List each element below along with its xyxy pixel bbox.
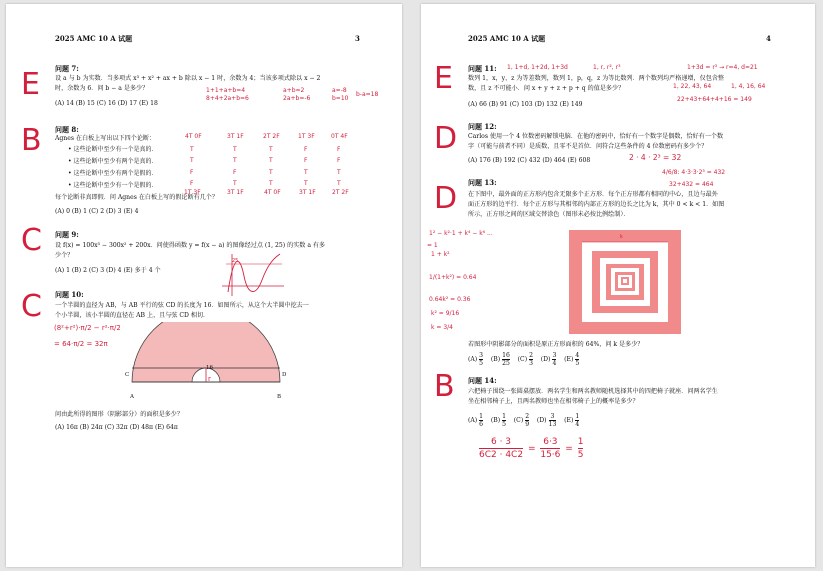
q7-work-a: a=-8 [332, 87, 347, 94]
q12-work-total: 32+432 = 464 [669, 181, 714, 188]
exam-page-3 [6, 4, 402, 567]
q11-work-arith: 1, 1+d, 1+2d, 1+3d [507, 64, 568, 71]
q10-point-b: B [277, 394, 282, 400]
q10-chord-label: 16 [206, 365, 213, 371]
q11-work-solve: 1+3d = r³ → r=4, d=21 [687, 64, 758, 71]
q11-work-geo: 1, r, r², r³ [593, 64, 621, 71]
question-7-text-line1: 设 a 与 b 为实数．当多项式 x³ + x² + ax + b 除以 x − 1 时，余数为 4；当该多项式除以 x − 2 [55, 75, 321, 82]
answer-mark-q10: C [21, 289, 42, 324]
q8-mark: T [233, 146, 237, 153]
question-9-text-line2: 少个？ [55, 252, 74, 259]
q8-col-head-1: 4T 0F [185, 133, 202, 140]
q7-work-sum: a+b=2 [283, 87, 305, 94]
question-9-title: 问题 9: [55, 230, 79, 239]
q8-tally-3: 4T 0F [264, 189, 281, 196]
q12-work-case2: 4/6/8: 4·3·3·2³ = 432 [662, 169, 726, 176]
question-8-title: 问题 8: [55, 125, 79, 134]
question-13-question: 若图形中阴影部分的面积是原正方形面积的 64%，问 k 是多少？ [468, 341, 644, 348]
question-13-text-line2: 面正方形的边平行．每个正方形与其相邻的内部正方形的边长之比为 k，其中 0 < k < 1．如图 [468, 201, 725, 208]
q8-mark: T [269, 157, 273, 164]
answer-mark-q8: B [21, 123, 42, 158]
page-number: 3 [355, 34, 360, 43]
q8-tally-4: 3T 1F [299, 189, 316, 196]
q14-work: $\frac{6 \cdot 3}{6C2 \cdot 4C2}$ = $\frac{6\cdot 3}{15\cdot 6}$ = $\frac{1}{5}$ [479, 437, 584, 460]
q7-work-diff: 2a+b=-6 [283, 95, 311, 102]
question-14-text-line2: 坐在相邻椅子上，且两名教师也坐在相邻椅子上的概率是多少？ [468, 398, 639, 405]
q8-tally-1: 1T 3F [184, 189, 201, 196]
exam-page-4 [421, 4, 815, 567]
q8-mark: F [337, 146, 341, 153]
q13-work-k: k = 3/4 [431, 324, 453, 331]
q8-mark: T [233, 180, 237, 187]
q8-mark: F [304, 146, 308, 153]
question-10-choices: (A) 16π (B) 24π (C) 32π (D) 48π (E) 64π [55, 424, 178, 431]
q8-tally-5: 2T 2F [332, 189, 349, 196]
q7-work-answer: b-a=18 [356, 91, 379, 98]
q13-work-step: 0.64k² = 0.36 [429, 296, 471, 303]
q8-col-head-2: 3T 1F [227, 133, 244, 140]
question-7-title: 问题 7: [55, 64, 79, 73]
q8-mark: T [233, 157, 237, 164]
q13-work-ksq: k² = 9/16 [431, 310, 460, 317]
question-13-text-line1: 在下图中，最外面的正方形内包含无限多个正方形．每个正方形都有相同的中心，且边与最外 [468, 191, 718, 198]
q10-point-a: A [130, 394, 134, 400]
q13-work-denom: 1 + k² [431, 251, 450, 258]
answer-mark-q7: E [21, 67, 40, 102]
q8-col-head-4: 1T 3F [298, 133, 315, 140]
q8-mark: F [190, 180, 194, 187]
q8-tally-2: 3T 1F [227, 189, 244, 196]
q8-mark: T [337, 180, 341, 187]
q7-work-eq1: 1+1+a+b=4 [206, 87, 246, 94]
statement-2: • 这些论断中至少有两个是真的． [68, 158, 158, 165]
question-12-text-line2: 字（可能与前者不同）是质数，且零不是首位．问符合这些条件的 4 位数密码有多少个？ [468, 143, 708, 150]
q11-work-terms-b: 1, 4, 16, 64 [731, 83, 766, 90]
q8-mark: T [190, 157, 194, 164]
q7-work-eq2: 8+4+2a+b=6 [206, 95, 249, 102]
question-7-choices: (A) 14 (B) 15 (C) 16 (D) 17 (E) 18 [55, 100, 158, 107]
q10-work-line1: (8²+r²)·π/2 − r²·π/2 [54, 324, 121, 332]
q11-work-terms-a: 1, 22, 43, 64 [673, 83, 712, 90]
question-10-text-line1: 一个半圆的直径为 AB，与 AB 平行的弦 CD 的长度为 16．如图所示，从这个大半圆中挖去一 [55, 302, 309, 309]
question-11-title: 问题 11: [468, 64, 497, 73]
q8-mark: T [337, 169, 341, 176]
q8-mark: T [269, 180, 273, 187]
question-11-choices: (A) 66 (B) 91 (C) 103 (D) 132 (E) 149 [468, 101, 583, 108]
q10-work-line2: = 64·π/2 = 32π [54, 340, 108, 348]
question-9-choices: (A) 1 (B) 2 (C) 3 (D) 4 (E) 多于 4 个 [55, 267, 161, 274]
q13-work-series: 1² − k²·1 + k⁴ − k⁶ ... [429, 230, 493, 237]
question-11-text-line1: 数列 1，x，y，z 为等差数列，数列 1，p，q，z 为等比数列．两个数列均严格递增，仅包含整 [468, 75, 724, 82]
question-12-title: 问题 12: [468, 122, 497, 131]
page-header-title: 2025 AMC 10 A 试题 [55, 34, 133, 43]
question-10-title: 问题 10: [55, 290, 84, 299]
q8-mark: T [190, 146, 194, 153]
statement-3: • 这些论断中至少有两个是假的． [68, 170, 158, 177]
question-10-text-line2: 个小半圆，该小半圆的直径在 AB 上，且与弦 CD 相切． [55, 312, 210, 319]
q8-mark: T [304, 169, 308, 176]
q8-mark: F [190, 169, 194, 176]
page-header-title: 2025 AMC 10 A 试题 [468, 34, 546, 43]
q10-point-d: D [282, 372, 287, 378]
question-8-intro: Agnes 在白板上写出以下四个论断： [55, 135, 156, 142]
statement-4: • 这些论断中至少有一个是假的． [68, 182, 158, 189]
q9-graph-label: 25 [232, 258, 239, 264]
question-13-text-line3: 所示，正方形之间的区域交替涂色（图形未必按比例绘制）． [468, 211, 630, 218]
q8-mark: F [233, 169, 237, 176]
q8-mark: T [269, 169, 273, 176]
question-11-text-line2: 数，且 z 不可能小．问 x + y + z + p + q 的值是多少？ [468, 85, 625, 92]
question-13-choices: (A) $\frac{3}{5}$ (B) $\frac{16}{25}$ (C) $\frac{2}{3}$ (D) $\frac{3}{4}$ (E) $\frac{4}{5}$ [468, 352, 580, 367]
q13-figure-k-label: k [620, 234, 623, 240]
q10-point-c: C [125, 372, 130, 378]
answer-mark-q11: E [434, 61, 453, 96]
question-14-text-line1: 六把椅子围绕一张圆桌摆放．两名学生和两名教师随机选择其中的四把椅子就座．问两名学生 [468, 388, 718, 395]
question-12-choices: (A) 176 (B) 192 (C) 432 (D) 464 (E) 608 [468, 157, 591, 164]
answer-mark-q14: B [434, 369, 455, 404]
question-9-text-line1: 设 f(x) = 100x³ − 300x² + 200x．问使得函数 y = f(x − a) 的图像经过点 (1, 25) 的实数 a 有多 [55, 242, 326, 249]
q7-work-b: b=10 [332, 95, 349, 102]
q13-work-eq: = 1 [427, 242, 438, 249]
question-13-title: 问题 13: [468, 178, 497, 187]
answer-mark-q9: C [21, 223, 42, 258]
question-10-question: 问由此所得的图形（阴影部分）的面积是多少？ [55, 411, 183, 418]
q10-semicircle-figure [126, 322, 286, 404]
q8-mark: F [337, 157, 341, 164]
q10-radius-label: r [208, 375, 211, 383]
q13-work-setup: 1/(1+k²) = 0.64 [429, 274, 477, 281]
question-14-choices: (A) $\frac{1}{6}$ (B) $\frac{1}{5}$ (C) $\frac{2}{9}$ (D) $\frac{3}{13}$ (E) $\frac{1}{4}$ [468, 413, 580, 428]
q13-nested-squares-figure [569, 230, 681, 334]
q11-work-answer: 22+43+64+4+16 = 149 [677, 96, 752, 103]
question-14-title: 问题 14: [468, 376, 497, 385]
statement-1: • 这些论断中至少有一个是真的． [68, 146, 158, 153]
q8-col-head-5: 0T 4F [331, 133, 348, 140]
q8-mark: T [269, 146, 273, 153]
q9-sketch-graph [218, 250, 288, 298]
q8-col-head-3: 2T 2F [263, 133, 280, 140]
question-7-text-line2: 时，余数为 6．问 b − a 是多少？ [55, 85, 149, 92]
question-8-choices: (A) 0 (B) 1 (C) 2 (D) 3 (E) 4 [55, 208, 139, 215]
question-12-text-line1: Carlos 使用一个 4 位数密码解锁电脑．在他的密码中，恰好有一个数字是偶数，恰好有一个数 [468, 133, 724, 140]
q12-work-case1: 2 · 4 · 2³ = 32 [629, 153, 682, 162]
q8-mark: F [304, 157, 308, 164]
q8-mark: T [304, 180, 308, 187]
answer-mark-q13: D [434, 181, 458, 216]
page-number: 4 [766, 34, 771, 43]
question-8-text: 每个论断非真即假．问 Agnes 在白板上写的假论断有几个？ [55, 194, 218, 201]
answer-mark-q12: D [434, 121, 458, 156]
